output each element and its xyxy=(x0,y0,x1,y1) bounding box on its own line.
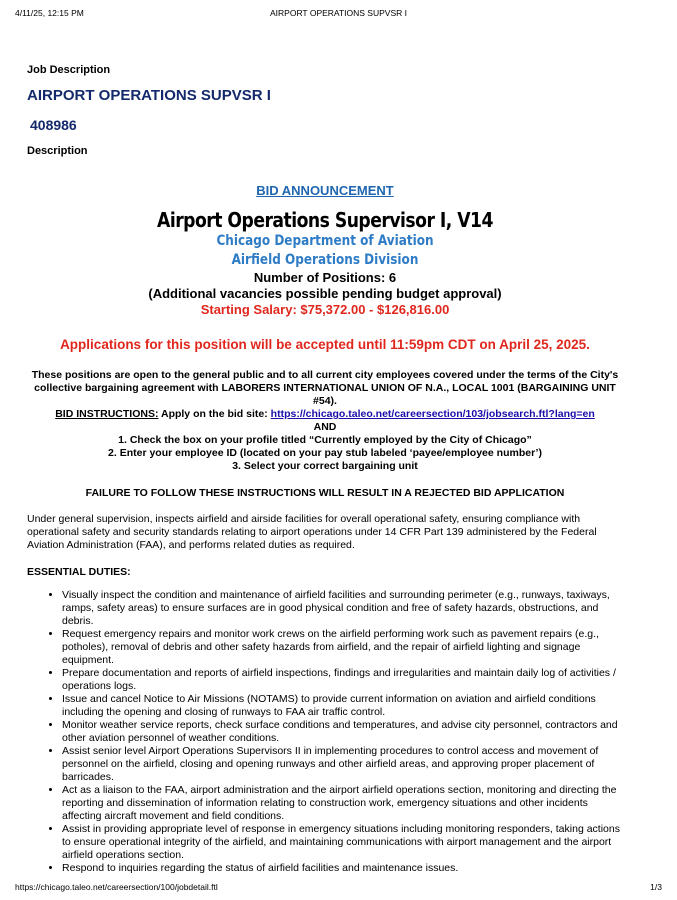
step-2: 2. Enter your employee ID (located on your pay stub labeled ‘payee/employee number’) xyxy=(108,447,542,459)
bid-announcement-heading: BID ANNOUNCEMENT xyxy=(256,183,394,198)
job-id: 408986 xyxy=(30,117,77,133)
print-datetime: 4/11/25, 12:15 PM xyxy=(15,8,84,18)
starting-salary: Starting Salary: $75,372.00 - $126,816.00 xyxy=(200,302,450,317)
bid-instructions xyxy=(27,408,623,421)
eligibility-statement: These positions are open to the general public and to all current city employees covered under the terms of the City's collective bargaining agreement with LABORERS INTERNATIONAL UNION OF N.A., LOCAL 1001 (BARGAINING UNIT #54). xyxy=(31,369,619,407)
bid-instructions-label: BID INSTRUCTIONS: xyxy=(55,408,159,420)
position-title: Airport Operations Supervisor I, V14 xyxy=(157,208,493,232)
bid-instructions-text: Apply on the bid site: xyxy=(158,408,271,420)
job-title: AIRPORT OPERATIONS SUPVSR I xyxy=(27,87,271,104)
duty-item: • Act as a liaison to the FAA, airport administration and the airport airfield operations section, monitoring and directing the reporting and dissemination of information relating to construction work, emergency situations and other incidents affecting aircraft movement and field conditions. xyxy=(62,784,623,823)
step-1: 1. Check the box on your profile titled “Currently employed by the City of Chicago” xyxy=(118,434,532,446)
essential-duties-heading: ESSENTIAL DUTIES: xyxy=(27,566,131,578)
application-deadline: Applications for this position will be accepted until 11:59pm CDT on April 25, 2025. xyxy=(60,337,590,352)
number-of-positions: Number of Positions: 6 xyxy=(253,270,397,285)
duty-item: • Assist senior level Airport Operations Supervisors II in implementing procedures to control access and movement of personnel on the airfield, closing and opening runways and other airfield areas, and approving proper placement of barricades. xyxy=(62,745,623,784)
description-label: Description xyxy=(27,145,88,157)
and-separator: AND xyxy=(313,421,337,433)
job-summary: Under general supervision, inspects airfield and airside facilities for overall operational safety, ensuring compliance with operational safety and security standards relating to airport operations under 14 CFR Part 139 administered by the Federal Aviation Administration (FAA), and performs related duties as required. xyxy=(27,513,597,551)
department-name: Chicago Department of Aviation xyxy=(216,233,434,249)
failure-warning: FAILURE TO FOLLOW THESE INSTRUCTIONS WILL RESULT IN A REJECTED BID APPLICATION xyxy=(85,487,565,499)
duty-item: • Request emergency repairs and monitor work crews on the airfield performing work such as pavement repairs (e.g., potholes), removal of debris and other safety hazards from airfield, and the repair of airfield lighting and signage equipment. xyxy=(62,628,623,667)
duties-list xyxy=(27,589,623,875)
page-number: 1/3 xyxy=(650,882,662,892)
print-url: https://chicago.taleo.net/careersection/100/jobdetail.ftl xyxy=(15,882,218,892)
print-doc-title: AIRPORT OPERATIONS SUPVSR I xyxy=(270,8,407,18)
step-3: 3. Select your correct bargaining unit xyxy=(232,460,418,472)
job-content xyxy=(27,183,623,875)
duty-item: • Visually inspect the condition and maintenance of airfield facilities and surrounding perimeter (e.g., runways, taxiways, ramps, safety areas) to ensure surfaces are in good physical condition and free of safety hazards, obstructions, and debris. xyxy=(62,589,623,628)
bid-site-link[interactable]: https://chicago.taleo.net/careersection/103/jobsearch.ftl?lang=en xyxy=(270,408,595,420)
duty-item: • Assist in providing appropriate level of response in emergency situations including monitoring responders, taking actions to ensure operational integrity of the airfield, and maintaining communications with airport management and the airport airfield operations section. xyxy=(62,823,623,862)
duty-item: • Monitor weather service reports, check surface conditions and temperatures, and advise city personnel, contractors and other aviation personnel of weather conditions. xyxy=(62,719,623,745)
division-name: Airfield Operations Division xyxy=(231,252,419,268)
duty-item: • Issue and cancel Notice to Air Missions (NOTAMS) to provide current information on aviation and airfield conditions including the opening and closing of runways to FAA air traffic control. xyxy=(62,693,623,719)
duty-item: • Respond to inquiries regarding the status of airfield facilities and maintenance issues. xyxy=(62,862,623,875)
duty-item: • Prepare documentation and reports of airfield inspections, findings and irregularities and maintain daily log of activities / operations logs. xyxy=(62,667,623,693)
job-description-label: Job Description xyxy=(27,64,111,76)
additional-vacancies: (Additional vacancies possible pending budget approval) xyxy=(148,286,502,301)
